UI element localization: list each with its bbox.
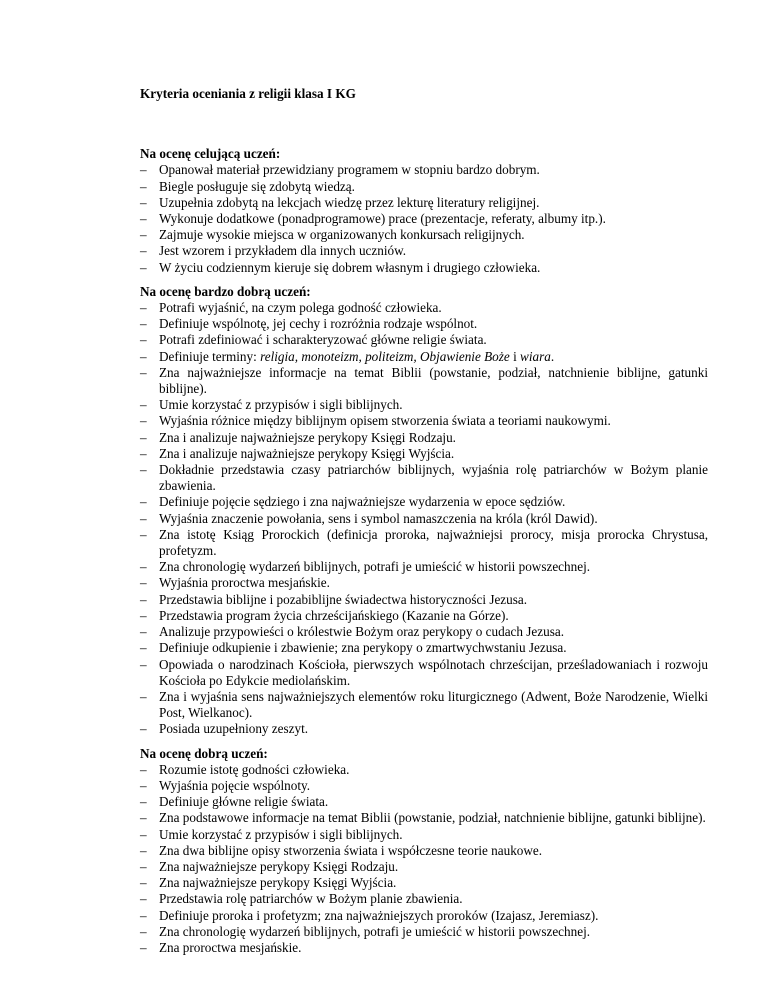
list-item: – Potrafi wyjaśnić, na czym polega godność człowieka. <box>140 300 708 316</box>
section-celujaca <box>140 146 708 276</box>
list-item: – Wyjaśnia pojęcie wspólnoty. <box>140 778 708 794</box>
list-item: – W życiu codziennym kieruje się dobrem własnym i drugiego człowieka. <box>140 260 708 276</box>
list-item: – Jest wzorem i przykładem dla innych uczniów. <box>140 243 708 259</box>
list-item: – Opanował materiał przewidziany programem w stopniu bardzo dobrym. <box>140 162 708 178</box>
list-item: – Zna podstawowe informacje na temat Biblii (powstanie, podział, natchnienie biblijne, gatunki biblijne). <box>140 810 708 826</box>
list-item: – Wyjaśnia różnice między biblijnym opisem stworzenia świata a teoriami naukowymi. <box>140 413 708 429</box>
list-item: – Zna najważniejsze perykopy Księgi Rodzaju. <box>140 859 708 875</box>
list-item: – Analizuje przypowieści o królestwie Bożym oraz perykopy o cudach Jezusa. <box>140 624 708 640</box>
terms-last-italic: wiara <box>520 348 551 364</box>
list-item: – Dokładnie przedstawia czasy patriarchów biblijnych, wyjaśnia rolę patriarchów w Bożym planie zbawienia. <box>140 462 708 494</box>
list-item: – Uzupełnia zdobytą na lekcjach wiedzę przez lekturę literatury religijnej. <box>140 195 708 211</box>
list-item: – Definiuje wspólnotę, jej cechy i rozróżnia rodzaje wspólnot. <box>140 316 708 332</box>
section-bardzo-dobra <box>140 284 708 738</box>
list-item: – Rozumie istotę godności człowieka. <box>140 762 708 778</box>
list-item: – Definiuje odkupienie i zbawienie; zna perykopy o zmartwychwstaniu Jezusa. <box>140 640 708 656</box>
section-heading: Na ocenę celującą uczeń: <box>140 146 281 162</box>
list-item: – Zajmuje wysokie miejsca w organizowanych konkursach religijnych. <box>140 227 708 243</box>
list-item: – Definiuje główne religie świata. <box>140 794 708 810</box>
criteria-list <box>140 300 708 737</box>
list-item: – Przedstawia biblijne i pozabiblijne świadectwa historyczności Jezusa. <box>140 592 708 608</box>
document-title: Kryteria oceniania z religii klasa I KG <box>140 86 356 101</box>
list-item: – Zna dwa biblijne opisy stworzenia świata i współczesne teorie naukowe. <box>140 843 708 859</box>
terms-connector: i <box>509 348 521 364</box>
list-item: – Opowiada o narodzinach Kościoła, pierwszych wspólnotach chrześcijan, prześladowaniach i rozwoju Kościoła po Edykcie mediolańskim. <box>140 657 708 689</box>
list-item: – Zna najważniejsze perykopy Księgi Wyjścia. <box>140 875 708 891</box>
criteria-list <box>140 162 708 275</box>
list-item: – Zna chronologię wydarzeń biblijnych, potrafi je umieścić w historii powszechnej. <box>140 924 708 940</box>
section-heading: Na ocenę bardzo dobrą uczeń: <box>140 283 311 299</box>
list-item: – Posiada uzupełniony zeszyt. <box>140 721 708 737</box>
list-item: – Wykonuje dodatkowe (ponadprogramowe) prace (prezentacje, referaty, albumy itp.). <box>140 211 708 227</box>
criteria-list <box>140 762 708 956</box>
terms-suffix: . <box>550 348 555 364</box>
list-item: – Definiuje proroka i profetyzm; zna najważniejszych proroków (Izajasz, Jeremiasz). <box>140 908 708 924</box>
list-item: – Przedstawia rolę patriarchów w Bożym planie zbawienia. <box>140 891 708 907</box>
terms-italic: religia, monoteizm, politeizm, Objawienie Boże <box>260 348 510 364</box>
list-item: – Zna proroctwa mesjańskie. <box>140 940 708 956</box>
list-item: – Definiuje pojęcie sędziego i zna najważniejsze wydarzenia w epoce sędziów. <box>140 494 708 510</box>
list-item: – Przedstawia program życia chrześcijańskiego (Kazanie na Górze). <box>140 608 708 624</box>
list-item: – Zna i wyjaśnia sens najważniejszych elementów roku liturgicznego (Adwent, Boże Narodzenie, Wielki Post, Wielkanoc). <box>140 689 708 721</box>
list-item: – Zna chronologię wydarzeń biblijnych, potrafi je umieścić w historii powszechnej. <box>140 559 708 575</box>
list-item: – Zna istotę Ksiąg Prorockich (definicja proroka, najważniejsi prorocy, misja prorocka Chrystusa, profetyzm. <box>140 527 708 559</box>
section-heading: Na ocenę dobrą uczeń: <box>140 745 268 761</box>
section-dobra <box>140 746 708 957</box>
list-item: – Biegle posługuje się zdobytą wiedzą. <box>140 179 708 195</box>
list-item: – Wyjaśnia proroctwa mesjańskie. <box>140 575 708 591</box>
terms-prefix: Definiuje terminy: <box>159 348 261 364</box>
list-item: – Wyjaśnia znaczenie powołania, sens i symbol namaszczenia na króla (król Dawid). <box>140 511 708 527</box>
list-item: – Zna najważniejsze informacje na temat Biblii (powstanie, podział, natchnienie biblijne, gatunki biblijne). <box>140 365 708 397</box>
list-item: – Zna i analizuje najważniejsze perykopy Księgi Rodzaju. <box>140 430 708 446</box>
list-item: – Umie korzystać z przypisów i sigli biblijnych. <box>140 397 708 413</box>
list-item: – Umie korzystać z przypisów i sigli biblijnych. <box>140 827 708 843</box>
list-item: – Zna i analizuje najważniejsze perykopy Księgi Wyjścia. <box>140 446 708 462</box>
list-item-definiuje-terminy <box>140 349 708 365</box>
list-item: – Potrafi zdefiniować i scharakteryzować główne religie świata. <box>140 332 708 348</box>
